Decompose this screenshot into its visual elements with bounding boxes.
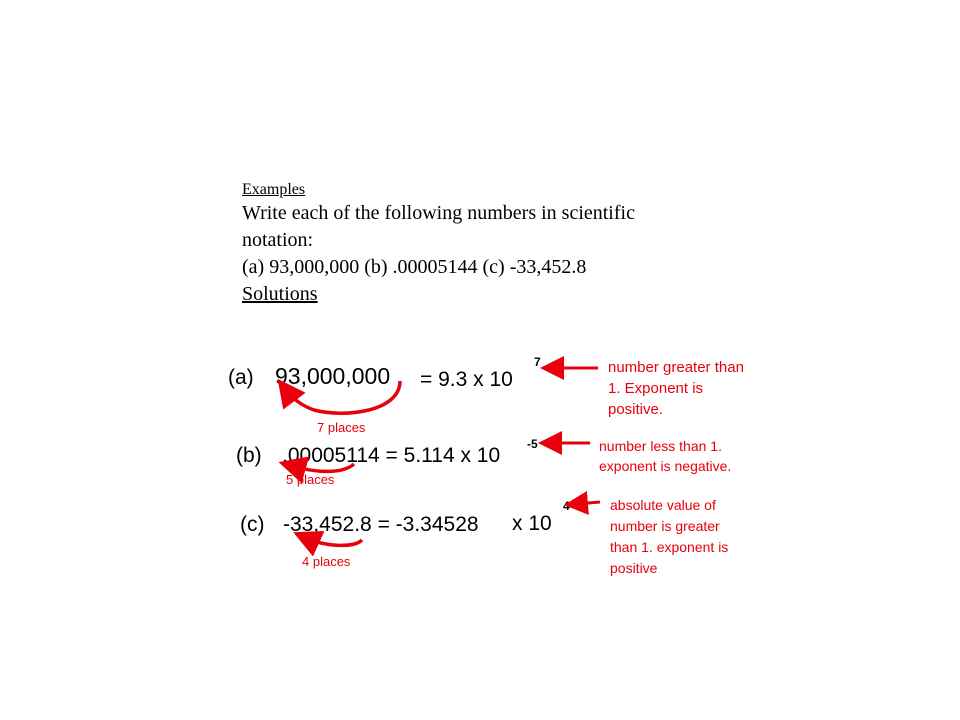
- prompt-line-1: Write each of the following numbers in scientific: [242, 202, 635, 224]
- row-a-note-line: 1. Exponent is: [608, 380, 704, 397]
- row-c-note-line: absolute value of: [610, 497, 716, 513]
- row-a-places-label: 7 places: [317, 420, 366, 435]
- row-b-note-line: number less than 1.: [599, 438, 722, 454]
- row-c-places-arrow: [306, 538, 362, 545]
- row-c-expression: -33,452.8 = -3.34528: [283, 513, 479, 536]
- prompt-line-2: notation:: [242, 229, 314, 251]
- problems-line: (a) 93,000,000 (b) .00005144 (c) -33,452.8: [242, 256, 587, 278]
- row-a-number: 93,000,000: [275, 363, 391, 389]
- row-c-note-arrow: [576, 502, 600, 504]
- row-a-note-line: positive.: [608, 401, 664, 418]
- row-a-exponent: 7: [534, 355, 541, 369]
- row-b-exponent: -5: [527, 437, 538, 451]
- row-c-times: x 10: [512, 512, 552, 535]
- row-c-note-line: than 1. exponent is: [610, 539, 729, 555]
- row-a-label: (a): [228, 366, 254, 389]
- row-c-exponent: 4: [563, 499, 570, 513]
- row-b-expression: .00005114 = 5.114 x 10: [282, 444, 501, 467]
- row-c-label: (c): [240, 513, 265, 536]
- row-a-result: = 9.3 x 10: [420, 368, 513, 391]
- solutions-heading: Solutions: [242, 283, 318, 305]
- row-c-places-label: 4 places: [302, 554, 351, 569]
- row-a-note-line: number greater than: [608, 359, 744, 376]
- row-b-note: [599, 438, 731, 474]
- row-c-note-line: positive: [610, 560, 658, 576]
- row-b-places-label: 5 places: [286, 472, 335, 487]
- row-b-label: (b): [236, 444, 262, 467]
- row-a-note: [608, 359, 748, 418]
- row-b-note-line: exponent is negative.: [599, 458, 732, 474]
- row-c-note: [610, 497, 732, 576]
- examples-heading: Examples: [242, 181, 306, 198]
- row-c-note-line: number is greater: [610, 518, 720, 534]
